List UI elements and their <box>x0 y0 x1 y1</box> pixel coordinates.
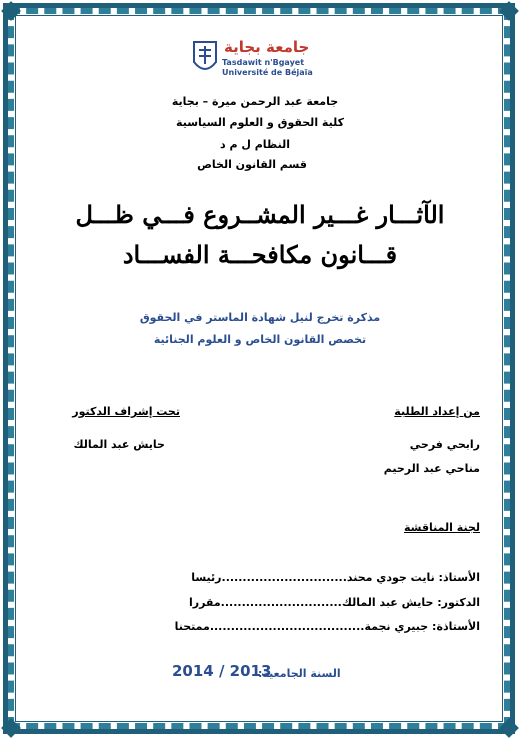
committee-label: لجنة المناقشة <box>403 521 480 534</box>
supervisor-name: حايش عبد المالك <box>73 438 165 451</box>
student-name-2: مناحي عبد الرحيم <box>383 462 480 475</box>
logo-arabic-text: جامعة بجاية <box>224 38 310 56</box>
committee-member-role: رئيسا <box>191 571 222 584</box>
thesis-subtitle-line2: تخصص القانون الخاص و العلوم الجنائية <box>153 333 367 346</box>
committee-member-role: مقررا <box>188 596 221 609</box>
committee-member-name: الأستاذة: جبيري نجمة <box>364 620 480 633</box>
university-name: جامعة عبد الرحمن ميرة – بجاية <box>171 95 339 108</box>
committee-member-name: الأستاذ: نايت جودي محند <box>346 571 480 584</box>
committee-member-role: ممتحنا <box>174 620 210 633</box>
committee-member-name: الدكتور: حايش عبد المالك <box>341 596 480 609</box>
dot-leader: .............................. <box>221 571 347 584</box>
thesis-subtitle-line1: مذكرة تخرج لنيل شهادة الماستر في الحقوق <box>139 311 381 324</box>
committee-row <box>160 571 480 584</box>
academic-year-label: السنة الجامعية: <box>258 667 341 680</box>
supervisor-label: تحت إشراف الدكتور <box>72 405 180 418</box>
thesis-title-line1: الآثـــار غـــير المشــروع فـــي ظـــل <box>75 200 445 229</box>
faculty-name: كلية الحقوق و العلوم السياسية <box>176 116 344 129</box>
prepared-by-label: من إعداد الطلبة <box>394 405 480 418</box>
department-name: قسم القانون الخاص <box>197 158 307 171</box>
logo-line1: Tasdawit n'Bgayet <box>222 58 305 67</box>
dot-leader: ............................. <box>220 596 342 609</box>
committee-row <box>160 620 480 633</box>
committee-row <box>160 596 480 609</box>
university-logo-icon <box>190 40 220 78</box>
thesis-title-line2: قـــانون مكافحـــة الفســـاد <box>122 240 398 269</box>
dot-leader: ..................................... <box>209 620 365 633</box>
student-name-1: رابحي فرحي <box>409 438 480 451</box>
logo-line2: Université de Béjaïa <box>222 68 313 77</box>
study-system: النظام ل م د <box>219 138 291 151</box>
academic-year-value: 2014 / 2013 <box>172 662 272 680</box>
